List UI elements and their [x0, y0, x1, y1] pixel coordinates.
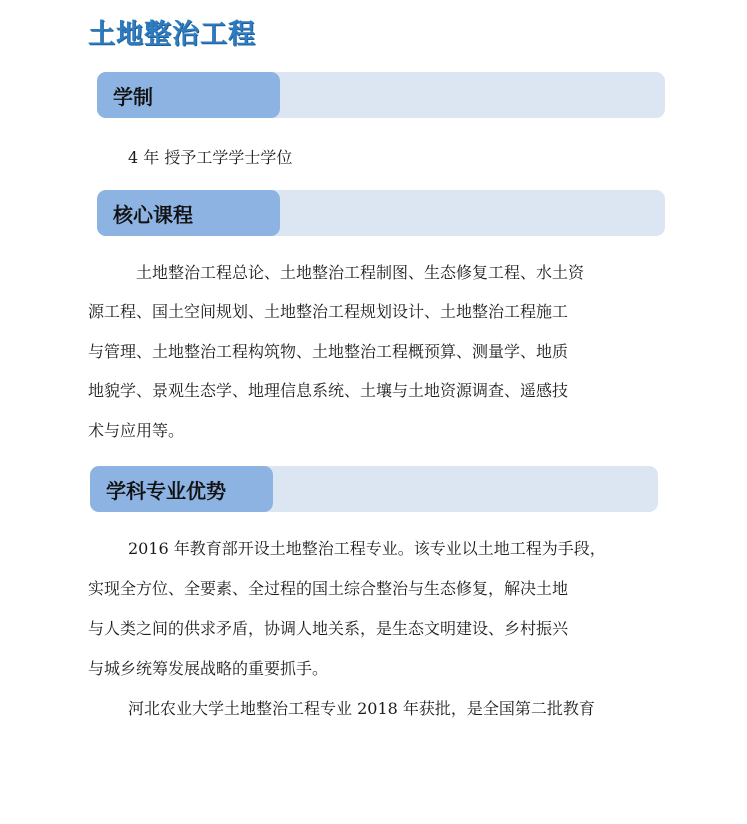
advantage-line: 实现全方位、全要素、全过程的国土综合整治与生态修复，解决土地 — [88, 579, 569, 598]
course-line: 与管理、土地整治工程构筑物、土地整治工程概预算、测量学、地质 — [88, 342, 569, 361]
section-header-core-courses — [97, 190, 665, 236]
core-courses-paragraph — [88, 260, 668, 450]
course-line: 土地整治工程总论、土地整治工程制图、生态修复工程、水土资 — [136, 263, 585, 282]
section-title-core-courses: 核心课程 — [97, 190, 280, 236]
page-title: 土地整治工程 — [88, 19, 256, 50]
course-line: 术与应用等。 — [88, 421, 185, 440]
advantages-paragraph — [88, 536, 668, 736]
section-title-advantages: 学科专业优势 — [90, 466, 273, 512]
advantage-line: 河北农业大学土地整治工程专业 2018 年获批，是全国第二批教育 — [128, 699, 595, 718]
section-title-schooling: 学制 — [97, 72, 280, 118]
advantage-line: 与人类之间的供求矛盾，协调人地关系，是生态文明建设、乡村振兴 — [88, 619, 569, 638]
course-line: 地貌学、景观生态学、地理信息系统、土壤与土地资源调查、遥感技 — [88, 381, 569, 400]
advantage-line: 2016 年教育部开设土地整治工程专业。该专业以土地工程为手段， — [128, 539, 606, 558]
advantage-line: 与城乡统筹发展战略的重要抓手。 — [88, 659, 329, 678]
schooling-text: 4 年 授予工学学士学位 — [128, 148, 293, 167]
section-header-advantages — [90, 466, 658, 512]
course-line: 源工程、国土空间规划、土地整治工程规划设计、土地整治工程施工 — [88, 302, 569, 321]
section-header-schooling — [97, 72, 665, 118]
